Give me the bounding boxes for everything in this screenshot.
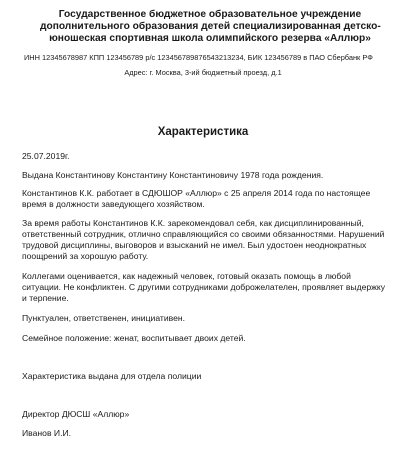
organization-requisites: ИНН 12345678987 КПП 123456789 р/с 123456789876543213234, БИК 123456789 в ПАО Сбербанк РФ (24, 53, 373, 62)
purpose-paragraph: Характеристика выдана для отдела полиции (22, 371, 202, 381)
performance-line-3: трудовой дисциплины, выговоров и взысканий не имел. Был удостоен неоднократных (22, 240, 367, 250)
signer-position: Директор ДЮСШ «Аллюр» (22, 409, 130, 419)
organization-address: Адрес: г. Москва, 3-ий бюджетный проезд, д.1 (124, 68, 282, 77)
performance-line-4: поощрений за хорошую работу. (22, 251, 149, 261)
organization-name-line-2: дополнительного образования детей специализированная детско- (40, 21, 381, 32)
organization-name-line-1: Государственное бюджетное образовательное учреждение (58, 9, 362, 20)
document-title: Характеристика (157, 126, 249, 138)
employment-line-1: Константинов К.К. работает в СДЮШОР «Аллюр» с 25 апреля 2014 года по настоящее (22, 188, 371, 198)
performance-line-2: ответственный сотрудник, отлично справляющийся со своими обязанностями. Нарушений (22, 229, 385, 239)
colleagues-line-1: Коллегами оценивается, как надежный человек, готовый оказать помощь в любой (22, 271, 351, 281)
traits-paragraph: Пунктуален, ответственен, инициативен. (22, 313, 186, 323)
document-date: 25.07.2019г. (22, 151, 70, 161)
family-status-paragraph: Семейное положение: женат, воспитывает двоих детей. (22, 333, 246, 343)
employment-line-2: время в должности заведующего хозяйством. (22, 199, 205, 209)
colleagues-line-3: и терпение. (22, 293, 69, 303)
colleagues-line-2: ситуации. Не конфликтен. С другими сотрудниками доброжелателен, проявляет выдержку (22, 282, 386, 292)
organization-name-line-3: юношеская спортивная школа олимпийского резерва «Аллюр» (49, 33, 371, 44)
issued-to-paragraph: Выдана Константинову Константину Константиновичу 1978 года рождения. (22, 170, 324, 180)
signer-name: Иванов И.И. (22, 428, 72, 438)
performance-line-1: За время работы Константинов К.К. зарекомендовал себя, как дисциплинированный, (22, 218, 364, 228)
